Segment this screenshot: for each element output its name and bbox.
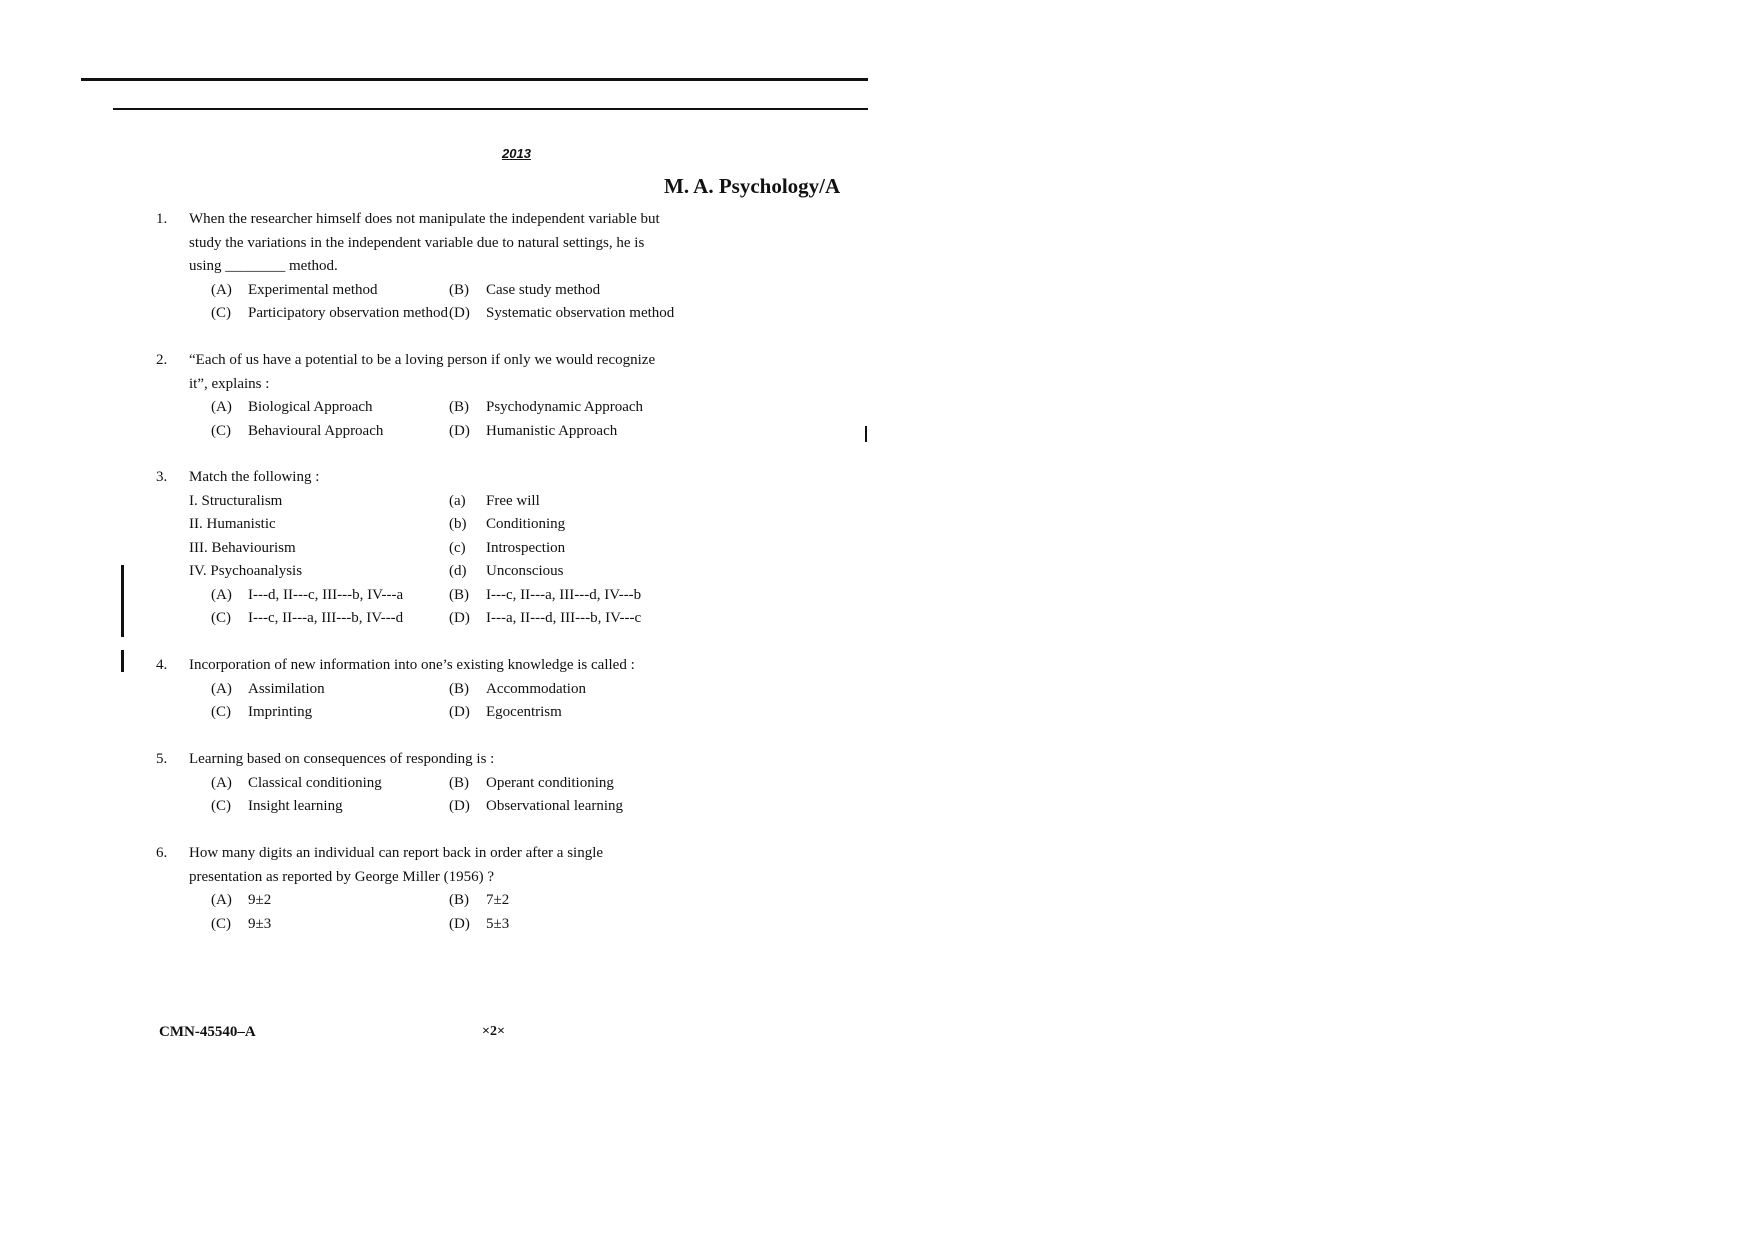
question-3 xyxy=(156,466,669,631)
option-d: (D) Egocentrism xyxy=(449,704,562,720)
option-d: (D) 5±3 xyxy=(449,915,510,932)
match-right-item: (a) Free will xyxy=(449,492,540,509)
scan-mark xyxy=(121,650,124,672)
option-b: (B) Operant conditioning xyxy=(449,774,614,791)
option-a: (A) Biological Approach xyxy=(211,399,373,415)
header-rule-top xyxy=(81,78,868,81)
option-b: (B) Case study method xyxy=(449,281,601,298)
option-c: (C) Insight learning xyxy=(211,798,343,814)
question-1 xyxy=(156,208,675,326)
match-right-item: (b) Conditioning xyxy=(449,516,566,532)
scan-mark xyxy=(865,426,867,442)
option-c: (C) Imprinting xyxy=(211,704,313,720)
option-a: (A) Assimilation xyxy=(211,680,325,697)
match-left-item: I. Structuralism xyxy=(189,492,283,509)
option-b: (B) Psychodynamic Approach xyxy=(449,399,644,415)
question-number: 4. xyxy=(156,657,168,673)
question-6 xyxy=(156,842,669,936)
match-right-item: (d) Unconscious xyxy=(449,563,564,579)
question-text: How many digits an individual can report back in order after a single presentation as reported by George Miller (1956) ? xyxy=(189,845,604,885)
question-number: 6. xyxy=(156,845,168,861)
option-c: (C) Participatory observation method xyxy=(211,305,448,321)
question-text: Learning based on consequences of responding is : xyxy=(189,751,495,767)
question-text: “Each of us have a potential to be a loving person if only we would recognize it”, explains : xyxy=(189,352,656,392)
match-left-item: III. Behaviourism xyxy=(189,539,296,556)
option-d: (D) I---a, II---d, III---b, IV---c xyxy=(449,610,642,626)
option-c: (C) Behavioural Approach xyxy=(211,422,384,439)
option-d: (D) Humanistic Approach xyxy=(449,422,618,439)
question-text: Incorporation of new information into one’s existing knowledge is called : xyxy=(189,657,635,673)
option-a: (A) 9±2 xyxy=(211,892,272,908)
question-2 xyxy=(156,349,669,443)
match-left-item: IV. Psychoanalysis xyxy=(189,563,303,579)
exam-year: 2013 xyxy=(502,146,531,161)
question-text: Match the following : xyxy=(189,469,320,485)
option-d: (D) Observational learning xyxy=(449,798,624,814)
question-number: 1. xyxy=(156,211,168,227)
question-5 xyxy=(156,748,669,819)
option-a: (A) Experimental method xyxy=(211,281,378,298)
scan-mark xyxy=(121,565,124,637)
question-4 xyxy=(156,654,669,725)
header-rule-second xyxy=(113,108,868,110)
question-number: 2. xyxy=(156,352,168,368)
paper-code: CMN-45540–A xyxy=(159,1024,256,1040)
option-c: (C) I---c, II---a, III---b, IV---d xyxy=(211,610,404,626)
question-number: 3. xyxy=(156,469,168,485)
option-b: (B) Accommodation xyxy=(449,680,586,697)
option-a: (A) I---d, II---c, III---b, IV---a xyxy=(211,586,404,603)
option-b: (B) 7±2 xyxy=(449,892,510,908)
option-d: (D) Systematic observation method xyxy=(449,305,675,321)
option-a: (A) Classical conditioning xyxy=(211,774,382,791)
question-text: When the researcher himself does not manipulate the independent variable but study the variations in the independent variable due to natural settings, he is using ________ method. xyxy=(189,211,660,274)
option-b: (B) I---c, II---a, III---d, IV---b xyxy=(449,586,642,603)
match-right-item: (c) Introspection xyxy=(449,539,566,556)
option-c: (C) 9±3 xyxy=(211,915,272,932)
question-number: 5. xyxy=(156,751,168,767)
match-left-item: II. Humanistic xyxy=(189,516,276,532)
page-number: ×2× xyxy=(482,1024,505,1039)
page-title: M. A. Psychology/A xyxy=(664,174,841,198)
